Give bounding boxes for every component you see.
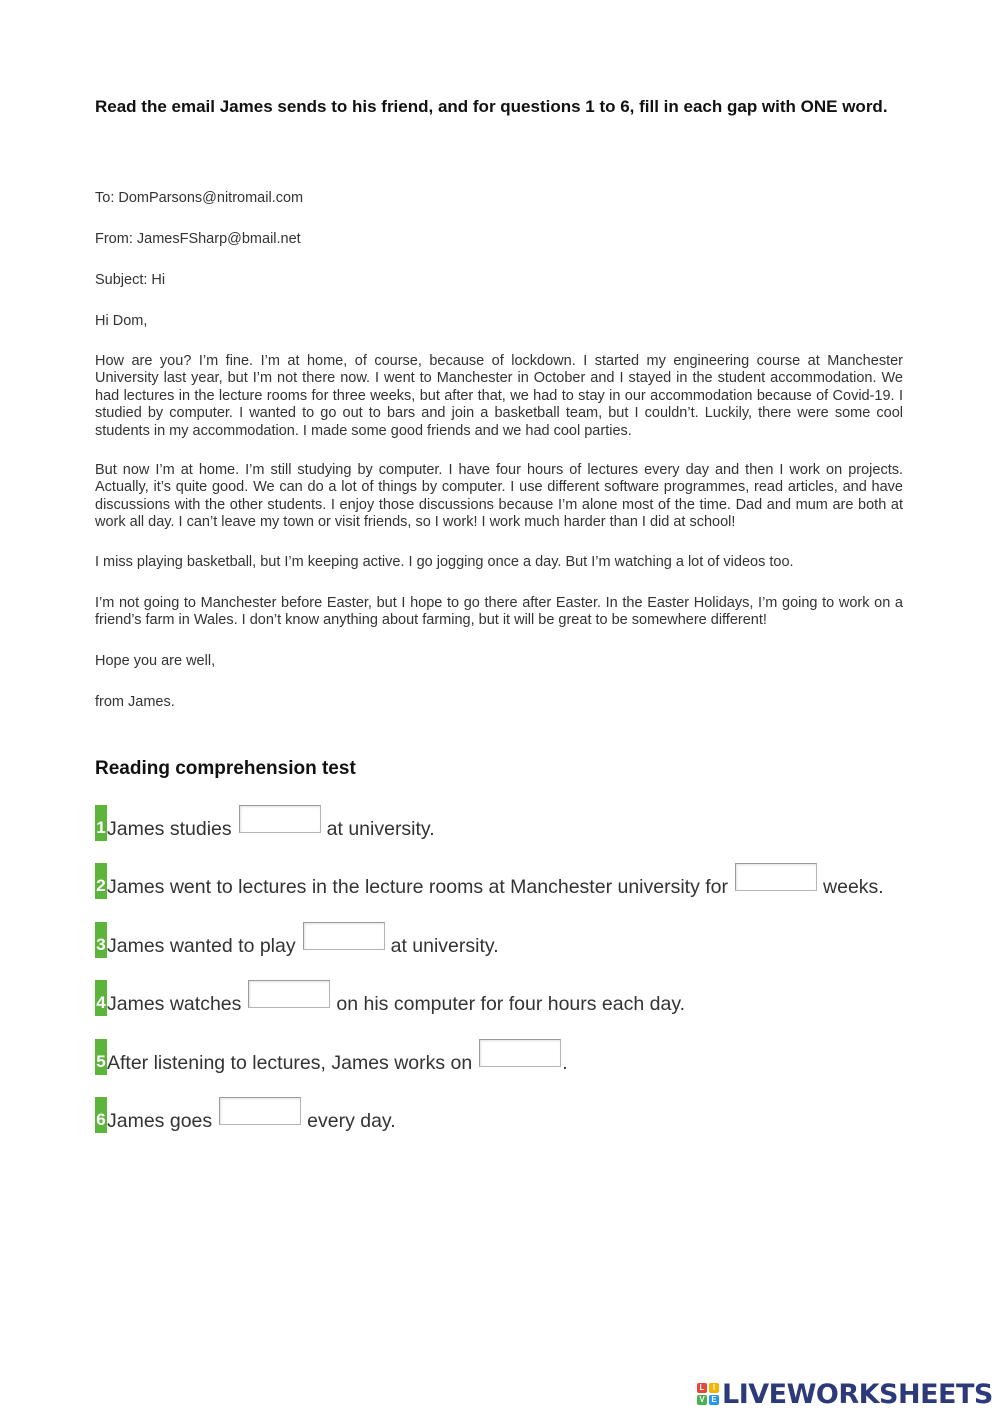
question-number: 5 bbox=[95, 1039, 107, 1075]
question-text-after: weeks. bbox=[823, 876, 884, 898]
logo-icon bbox=[697, 1383, 719, 1405]
question-text-before: James wanted to play bbox=[107, 935, 296, 957]
question-4 bbox=[95, 980, 685, 1016]
test-title: Reading comprehension test bbox=[95, 758, 356, 779]
logo-letter-i: I bbox=[709, 1383, 719, 1393]
answer-gap-4[interactable] bbox=[248, 980, 330, 1008]
question-number: 6 bbox=[95, 1097, 107, 1133]
instructions: Read the email James sends to his friend, and for questions 1 to 6, fill in each gap with ONE word. bbox=[95, 97, 888, 116]
answer-gap-5[interactable] bbox=[479, 1039, 561, 1067]
question-text-before: James studies bbox=[107, 818, 232, 840]
email-paragraph-2: But now I’m at home. I’m still studying by computer. I have four hours of lectures every day and then I work on projects. Actually, it’s quite good. We can do a lot of things by computer. I use different software programmes, read articles, and have discussions with the other students. I enjoy those discussions because I’m alone most of the time. Dad and mum are both at work all day. I can’t leave my town or visit friends, so I work! I work much harder than I did at school! bbox=[95, 462, 903, 531]
email-paragraph-1: How are you? I’m fine. I’m at home, of course, because of lockdown. I started my engineering course at Manchester University last year, but I’m not there now. I went to Manchester in October and I stayed in the student accommodation. We had lectures in the lecture rooms for three weeks, but after that, we had to stay in our accommodation because of Covid-19. I studied by computer. I wanted to go out to bars and join a basketball team, but I couldn’t. Luckily, there were some cool students in my accommodation. I made some good friends and we had cool parties. bbox=[95, 353, 903, 439]
question-3 bbox=[95, 922, 499, 958]
email-signature: from James. bbox=[95, 694, 175, 710]
question-2 bbox=[95, 863, 884, 899]
question-text-before: James watches bbox=[107, 993, 242, 1015]
question-5 bbox=[95, 1039, 568, 1075]
logo-letter-l: L bbox=[697, 1383, 707, 1393]
question-number: 4 bbox=[95, 980, 107, 1016]
email-subject: Subject: Hi bbox=[95, 272, 166, 288]
question-6 bbox=[95, 1097, 396, 1133]
email-from: From: JamesFSharp@bmail.net bbox=[95, 231, 301, 247]
question-number: 1 bbox=[95, 805, 107, 841]
question-1 bbox=[95, 805, 435, 841]
question-text-after: at university. bbox=[390, 935, 499, 957]
question-text-after: at university. bbox=[326, 818, 435, 840]
logo-letter-v: V bbox=[697, 1395, 707, 1405]
answer-gap-3[interactable] bbox=[303, 922, 385, 950]
question-text-before: James goes bbox=[107, 1110, 213, 1132]
answer-gap-2[interactable] bbox=[735, 863, 817, 891]
email-paragraph-4: I’m not going to Manchester before Easter, but I hope to go there after Easter. In the Easter Holidays, I’m going to work on a friend’s farm in Wales. I don’t know anything about farming, but it will be great to be somewhere different! bbox=[95, 595, 903, 629]
email-paragraph-3: I miss playing basketball, but I’m keeping active. I go jogging once a day. But I’m watching a lot of videos too. bbox=[95, 554, 794, 570]
logo-text: LIVEWORKSHEETS bbox=[722, 1378, 993, 1410]
answer-gap-6[interactable] bbox=[219, 1097, 301, 1125]
email-closing: Hope you are well, bbox=[95, 653, 216, 669]
email-greeting: Hi Dom, bbox=[95, 313, 148, 329]
logo-letter-e: E bbox=[709, 1395, 719, 1405]
answer-gap-1[interactable] bbox=[239, 805, 321, 833]
question-number: 3 bbox=[95, 922, 107, 958]
question-text-after: on his computer for four hours each day. bbox=[336, 993, 686, 1015]
question-text-before: James went to lectures in the lecture rooms at Manchester university for bbox=[107, 876, 729, 898]
liveworksheets-logo[interactable] bbox=[697, 1378, 993, 1410]
question-text-after: . bbox=[562, 1052, 568, 1074]
question-number: 2 bbox=[95, 863, 107, 899]
question-text-before: After listening to lectures, James works on bbox=[107, 1052, 473, 1074]
question-text-after: every day. bbox=[307, 1110, 396, 1132]
email-to: To: DomParsons@nitromail.com bbox=[95, 190, 304, 206]
